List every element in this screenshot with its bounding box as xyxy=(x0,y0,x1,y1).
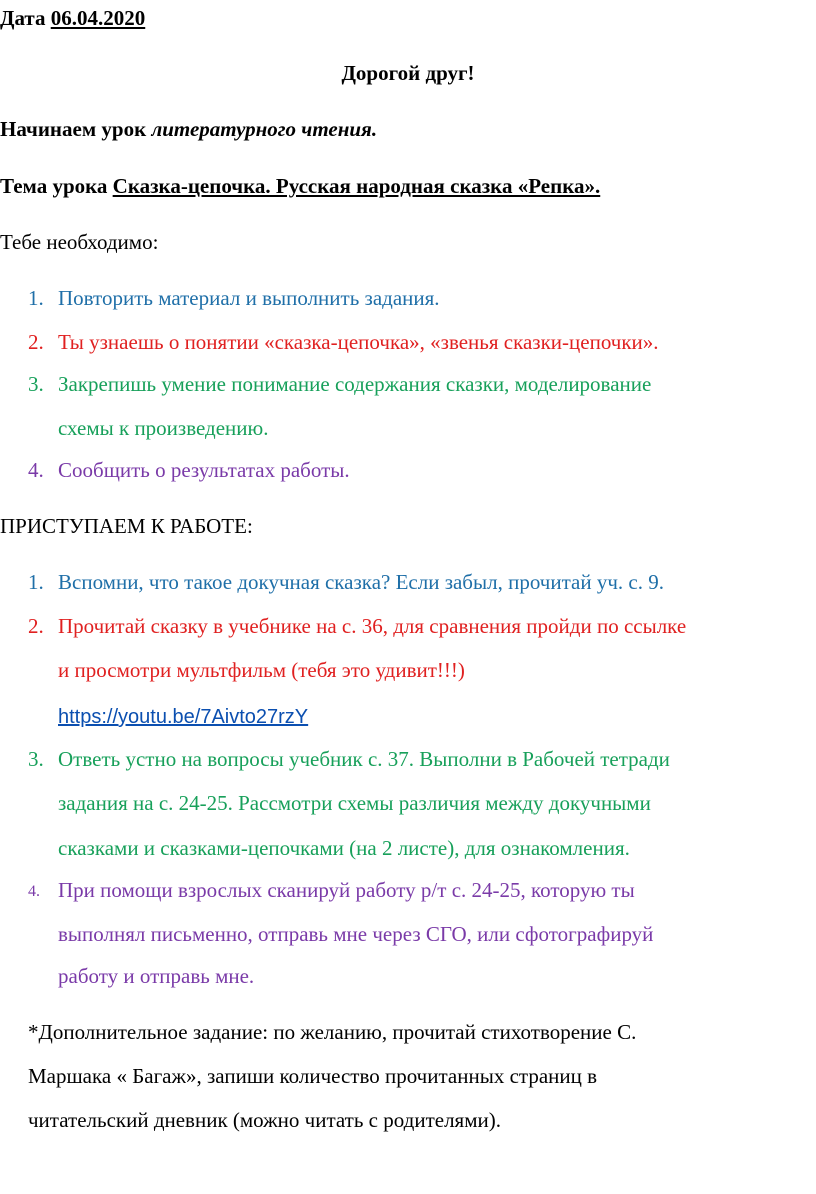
list-item-number: 3. xyxy=(28,372,44,396)
list-item-number: 4. xyxy=(28,883,40,900)
lesson-line xyxy=(0,115,377,143)
list-item-number: 1. xyxy=(28,286,44,310)
lesson-prefix: Начинаем урок xyxy=(0,117,147,141)
topic-value: Сказка-цепочка. Русская народная сказка «Репка». xyxy=(112,174,601,198)
list-item-number: 4. xyxy=(28,458,44,482)
youtube-link[interactable]: https://youtu.be/7Aivto27rzY xyxy=(58,706,309,728)
list-item-number: 2. xyxy=(28,330,44,354)
lesson-subject: литературного чтения. xyxy=(151,117,378,141)
list-item-continuation: выполнял письменно, отправь мне через СГО, или сфотографируй xyxy=(58,922,654,946)
list-item-number: 2. xyxy=(28,614,44,638)
extra-task-line: *Дополнительное задание: по желанию, прочитай стихотворение С. xyxy=(28,1020,637,1044)
youtube-link-line xyxy=(58,702,308,731)
extra-task-line: Маршака « Багаж», запиши количество прочитанных страниц в xyxy=(28,1064,598,1088)
topic-label: Тема урока xyxy=(0,174,108,198)
list-item-continuation: и просмотри мультфильм (тебя это удивит!!!) xyxy=(58,658,465,682)
greeting: Дорогой друг! xyxy=(341,61,475,85)
needs-heading: Тебе необходимо: xyxy=(0,230,159,254)
topic-line xyxy=(0,172,600,200)
list-item-continuation: схемы к произведению. xyxy=(58,416,269,440)
list-item: Вспомни, что такое докучная сказка? Если забыл, прочитай уч. с. 9. xyxy=(58,570,664,594)
list-item: При помощи взрослых сканируй работу р/т с. 24-25, которую ты xyxy=(58,878,635,902)
list-item-number: 1. xyxy=(28,570,44,594)
list-item: Сообщить о результатах работы. xyxy=(58,458,350,482)
work-heading: ПРИСТУПАЕМ К РАБОТЕ: xyxy=(0,514,253,538)
extra-task-line: читательский дневник (можно читать с родителями). xyxy=(28,1108,501,1132)
list-item-continuation: задания на с. 24-25. Рассмотри схемы различия между докучными xyxy=(58,791,651,815)
date-line xyxy=(0,4,145,32)
list-item: Повторить материал и выполнить задания. xyxy=(58,286,440,310)
list-item-continuation: работу и отправь мне. xyxy=(58,964,255,988)
list-item: Прочитай сказку в учебнике на с. 36, для сравнения пройди по ссылке xyxy=(58,614,687,638)
list-item: Закрепишь умение понимание содержания сказки, моделирование xyxy=(58,372,652,396)
list-item-number: 3. xyxy=(28,747,44,771)
date-value: 06.04.2020 xyxy=(50,6,146,30)
list-item: Ты узнаешь о понятии «сказка-цепочка», «звенья сказки-цепочки». xyxy=(58,330,659,354)
list-item: Ответь устно на вопросы учебник с. 37. Выполни в Рабочей тетради xyxy=(58,747,670,771)
list-item-continuation: сказками и сказками-цепочками (на 2 листе), для ознакомления. xyxy=(58,836,630,860)
date-label: Дата xyxy=(0,6,46,30)
